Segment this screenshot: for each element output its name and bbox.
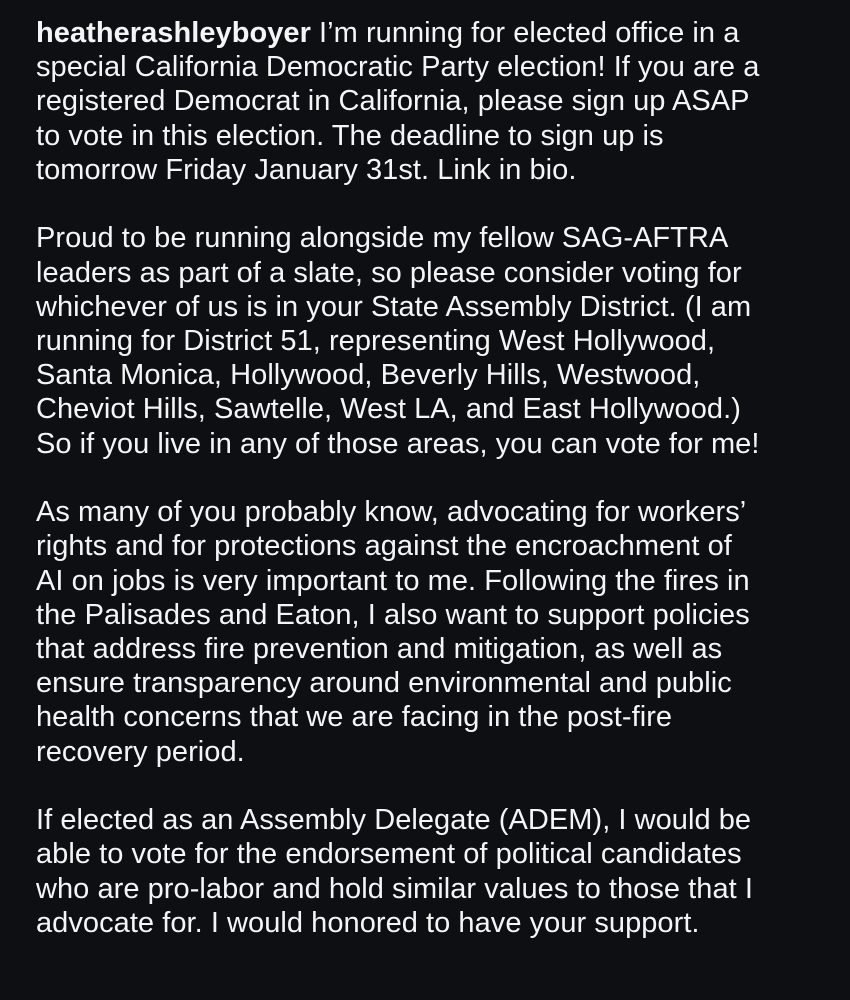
caption-line: rights and for protections against the encroachment of [36, 530, 732, 563]
caption-line: ensure transparency around environmental and public [36, 667, 732, 700]
caption-paragraph-1 [36, 16, 830, 187]
caption-line: that address fire prevention and mitigation, as well as [36, 633, 723, 665]
caption-line: leaders as part of a slate, so please consider voting for [36, 256, 742, 289]
caption-text: I’m running for elected office in a [310, 17, 740, 49]
caption-line: running for District 51, representing West Hollywood, [36, 325, 716, 357]
caption-line: As many of you probably know, advocating for workers’ [36, 496, 747, 529]
username-link[interactable]: heatherashleyboyer [36, 17, 311, 49]
caption-line: tomorrow Friday January 31st. Link in bio. [36, 153, 577, 186]
caption-line: advocate for. I would honored to have your support. [36, 906, 700, 939]
caption-line: If elected as an Assembly Delegate (ADEM), I would be [36, 804, 752, 837]
caption-line: Cheviot Hills, Sawtelle, West LA, and East Hollywood.) [36, 393, 741, 426]
caption-paragraph-3 [36, 495, 830, 769]
caption-line: AI on jobs is very important to me. Following the fires in [36, 564, 750, 597]
caption-paragraph-2 [36, 221, 830, 460]
caption-line: Proud to be running alongside my fellow SAG-AFTRA [36, 222, 729, 255]
caption-line: able to vote for the endorsement of political candidates [36, 838, 742, 871]
caption-line: whichever of us is in your State Assembly District. (I am [36, 290, 752, 323]
caption-line: to vote in this election. The deadline to sign up is [36, 119, 664, 152]
caption-paragraph-4 [36, 803, 830, 940]
caption-line: So if you live in any of those areas, you can vote for me! [36, 427, 760, 460]
caption-line: registered Democrat in California, please sign up ASAP [36, 85, 750, 118]
caption-line: Santa Monica, Hollywood, Beverly Hills, Westwood, [36, 359, 701, 392]
caption-line: recovery period. [36, 735, 245, 768]
caption-line: who are pro-labor and hold similar values to those that I [36, 872, 753, 905]
caption-line [36, 16, 830, 50]
caption-line: the Palisades and Eaton, I also want to support policies [36, 598, 750, 631]
caption-line: special California Democratic Party election! If you are a [36, 51, 760, 84]
caption-line: health concerns that we are facing in the post-fire [36, 701, 673, 734]
